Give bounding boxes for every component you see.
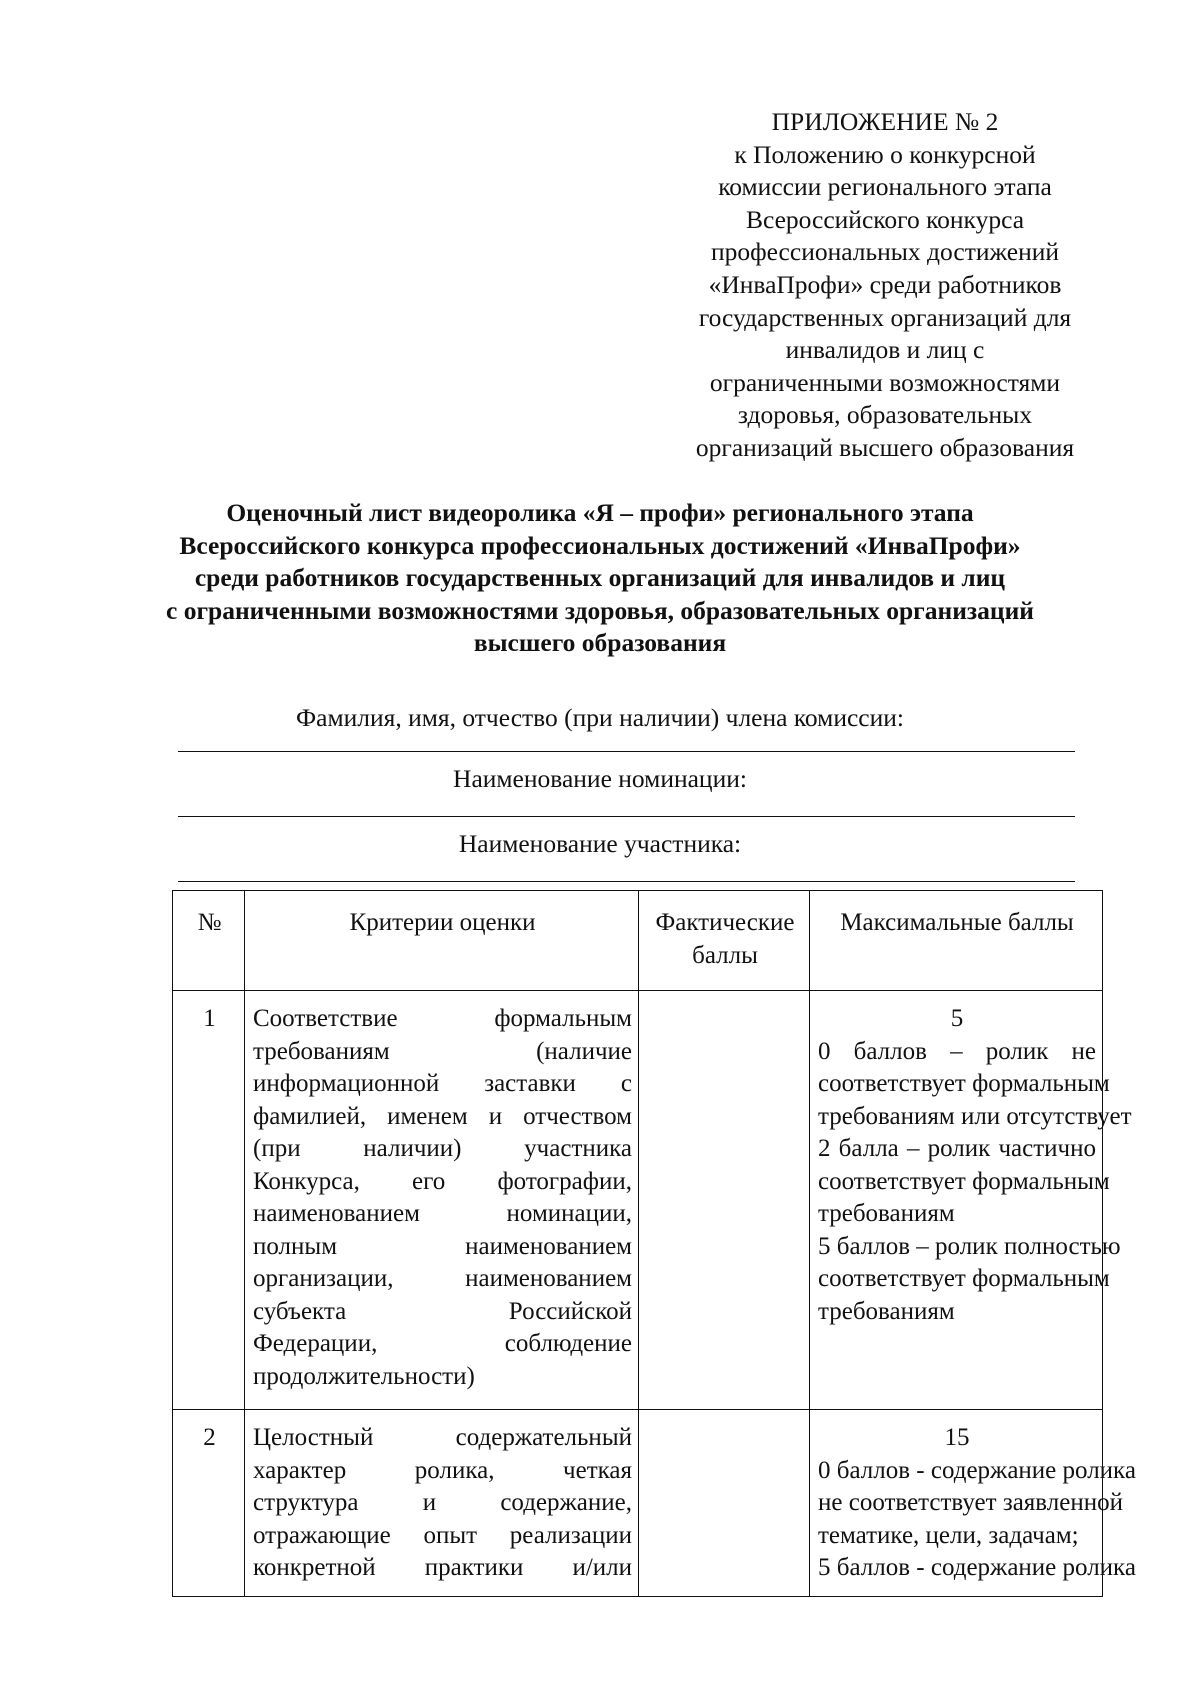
max-points-line: требованиям или отсутствует (818, 1102, 1132, 1130)
appendix-line: «ИнваПрофи» среди работников (708, 269, 1062, 299)
row-number: 1 (173, 991, 245, 1410)
header-criteria: Критерии оценки (245, 891, 639, 991)
header-actual-line: баллы (692, 941, 758, 969)
appendix-line: ограниченными возможностями (709, 367, 1061, 397)
appendix-line: Всероссийского конкурса (745, 204, 1025, 234)
max-points-line: соответствует формальным (818, 1265, 1110, 1292)
max-points-line: тематике, цели, задачам; (818, 1521, 1079, 1549)
appendix-line: государственных организаций для (698, 302, 1072, 332)
criteria-line: субъекта Российской (253, 1297, 632, 1325)
criteria-line: требованиям (наличие (253, 1037, 632, 1065)
participant-label: Наименование участника: (458, 829, 742, 858)
nomination-line[interactable] (178, 816, 1075, 817)
criteria-line: отражающие опыт реализации (253, 1521, 632, 1549)
document-title (150, 497, 1050, 660)
table-row (173, 1410, 1103, 1597)
appendix-line: здоровья, образовательных (737, 400, 1033, 430)
appendix-title: ПРИЛОЖЕНИЕ № 2 (771, 107, 999, 136)
commission-member-line[interactable] (178, 751, 1075, 752)
table-header-row (173, 891, 1103, 991)
nomination-label: Наименование номинации: (453, 764, 747, 793)
criteria-line: наименованием номинации, (253, 1200, 632, 1227)
criteria-line: организации, наименованием (253, 1265, 632, 1292)
max-points-line: требованиям (818, 1297, 955, 1325)
appendix-line: к Положению о конкурсной (734, 139, 1036, 169)
max-points-cell (810, 1410, 1136, 1597)
max-points-line: соответствует формальным (818, 1167, 1110, 1195)
appendix-line: инвалидов и лиц с (785, 335, 985, 365)
max-points-line: не соответствует заявленной (818, 1489, 1123, 1516)
max-points-cell (810, 991, 1132, 1410)
commission-member-label: Фамилия, имя, отчество (при наличии) члена комиссии: (296, 703, 904, 732)
max-points-line: требованиям (818, 1200, 955, 1227)
appendix-header (655, 106, 1115, 465)
title-line: Всероссийского конкурса профессиональных достижений «ИнваПрофи» (179, 530, 1021, 560)
row-number: 2 (173, 1410, 245, 1597)
max-points-value: 15 (944, 1424, 970, 1451)
title-line: высшего образования (473, 628, 727, 658)
max-points-line: 0 баллов – ролик не (818, 1037, 1096, 1065)
criteria-line: Соответствие формальным (253, 1005, 632, 1032)
criteria-line: полным наименованием (253, 1232, 632, 1260)
criteria-line: характер ролика, четкая (253, 1456, 632, 1484)
actual-points-cell[interactable] (639, 991, 810, 1410)
title-line: среди работников государственных организаций для инвалидов и лиц (194, 563, 1006, 593)
criteria-cell (245, 1410, 639, 1597)
header-max-points: Максимальные баллы (810, 891, 1103, 991)
criteria-line: структура и содержание, (253, 1489, 632, 1516)
appendix-line: комиссии регионального этапа (718, 172, 1052, 202)
header-actual-points (639, 891, 810, 991)
criteria-line: фамилией, именем и отчеством (253, 1102, 632, 1130)
participant-line[interactable] (178, 881, 1075, 882)
criteria-line: информационной заставки с (253, 1070, 632, 1097)
title-line: с ограниченными возможностями здоровья, образовательных организаций (166, 595, 1034, 625)
title-line: Оценочный лист видеоролика «Я – профи» регионального этапа (226, 498, 974, 527)
criteria-cell (245, 991, 639, 1410)
criteria-line: конкретной практики и/или (253, 1554, 632, 1581)
criteria-line: Конкурса, его фотографии, (253, 1167, 632, 1195)
criteria-line: (при наличии) участника (253, 1135, 632, 1162)
criteria-line: Целостный содержательный (253, 1424, 632, 1451)
table-row (173, 991, 1103, 1410)
max-points-line: 0 баллов - содержание ролика (818, 1456, 1136, 1484)
max-points-line: соответствует формальным (818, 1070, 1110, 1097)
max-points-line: 2 балла – ролик частично (818, 1135, 1096, 1162)
header-actual-line: Фактические (655, 909, 795, 936)
criteria-line: Федерации, соблюдение (253, 1330, 632, 1357)
evaluation-table (172, 890, 1136, 1597)
actual-points-cell[interactable] (639, 1410, 810, 1597)
appendix-line: организаций высшего образования (695, 432, 1075, 462)
header-number: № (173, 891, 245, 991)
max-points-line: 5 баллов - содержание ролика (818, 1554, 1136, 1581)
max-points-value: 5 (950, 1005, 964, 1032)
criteria-line: продолжительности) (253, 1362, 475, 1390)
max-points-line: 5 баллов – ролик полностью (818, 1232, 1121, 1260)
appendix-line: профессиональных достижений (710, 237, 1060, 267)
